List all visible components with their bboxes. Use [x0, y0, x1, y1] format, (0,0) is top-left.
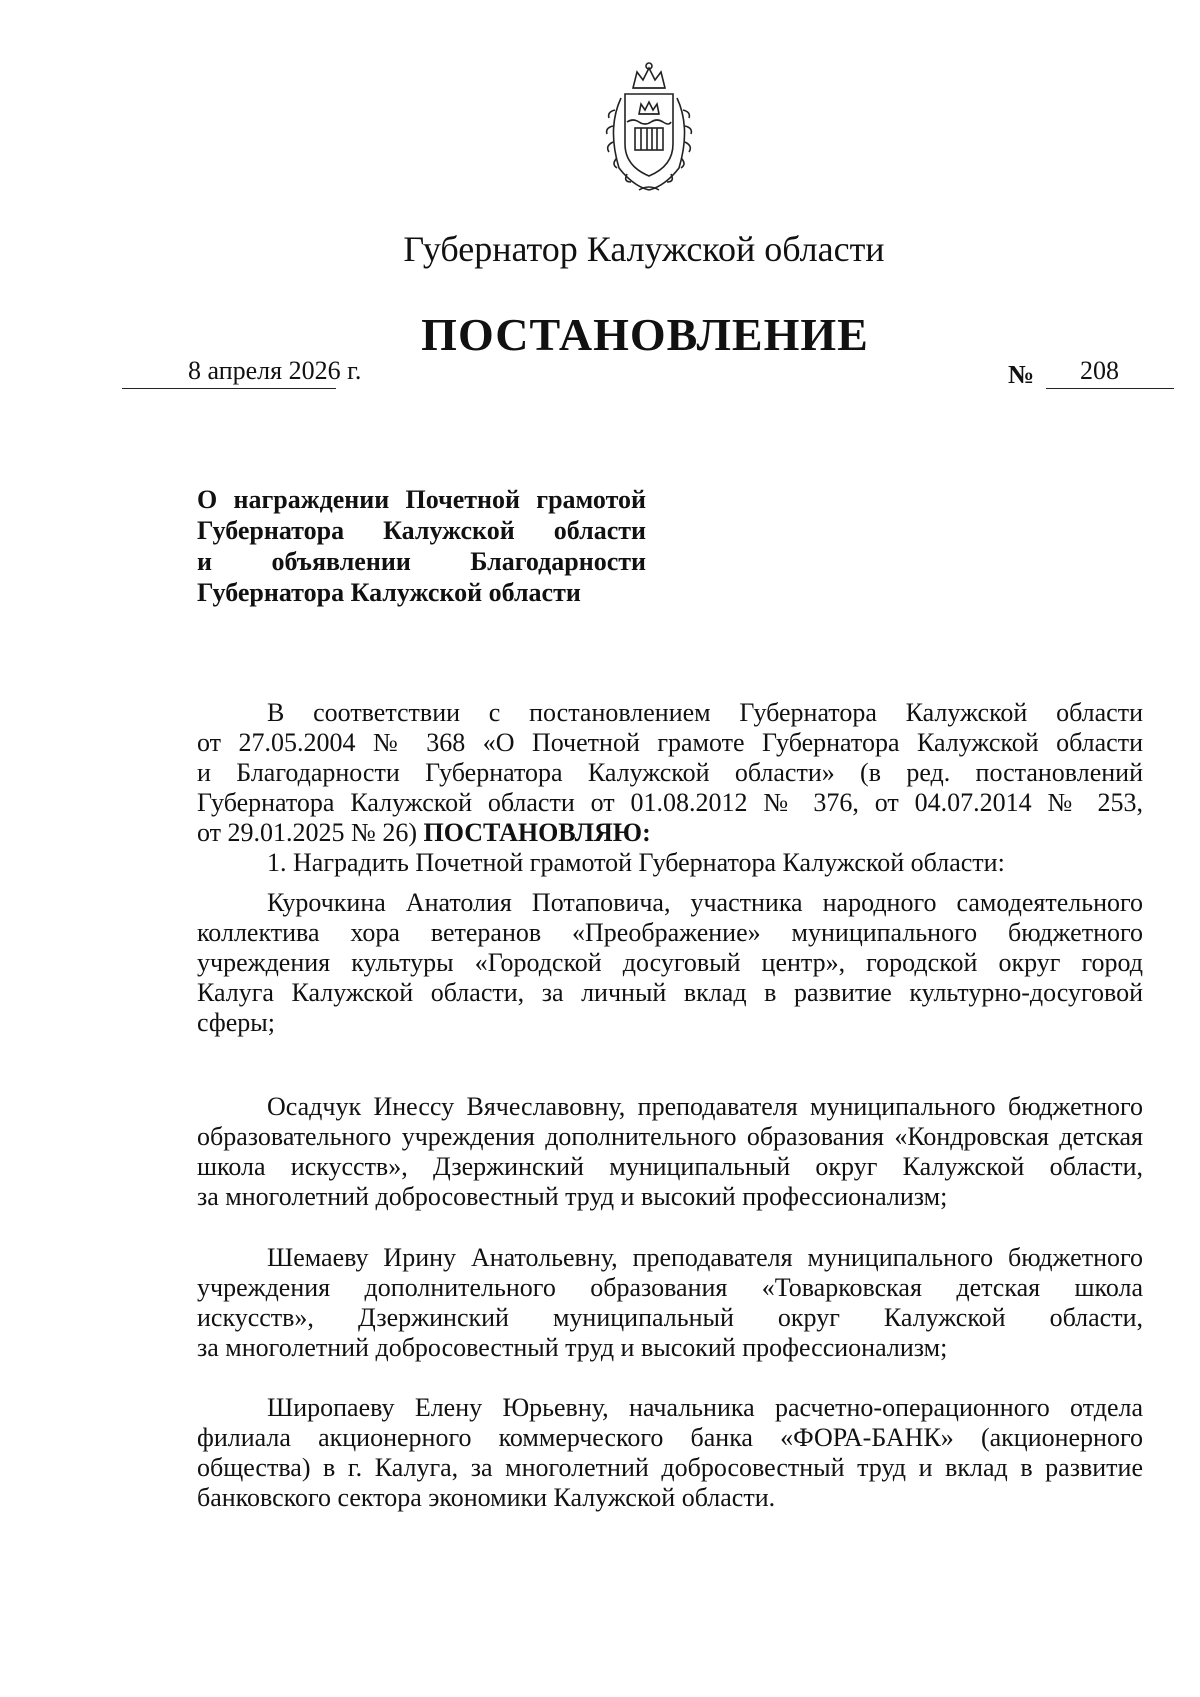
text-line: учреждения культуры «Городской досуговый центр», городской округ город: [197, 948, 1143, 977]
subject-line: Губернатора Калужской области: [197, 516, 646, 545]
preamble-last-line: от 29.01.2025 № 26): [197, 818, 417, 847]
awardee-paragraph: [197, 888, 1143, 1038]
text-line: филиала акционерного коммерческого банка «ФОРА-БАНК» (акционерного: [197, 1423, 1143, 1452]
coat-of-arms-icon: [589, 58, 709, 198]
subject-line: Губернатора Калужской области: [197, 578, 581, 607]
text-line: и Благодарности Губернатора Калужской области» (в ред. постановлений: [197, 758, 1143, 787]
text-line: Шемаеву Ирину Анатольевну, преподавателя муниципального бюджетного: [267, 1243, 1143, 1272]
text-line: Осадчук Инессу Вячеславовну, преподавателя муниципального бюджетного: [267, 1092, 1143, 1121]
text-line: общества) в г. Калуга, за многолетний добросовестный труд и вклад в развитие: [197, 1453, 1143, 1482]
text-line: Широпаеву Елену Юрьевну, начальника расчетно-операционного отдела: [267, 1393, 1143, 1422]
text-line: В соответствии с постановлением Губернатора Калужской области: [267, 698, 1143, 727]
text-line: банковского сектора экономики Калужской области.: [197, 1483, 776, 1512]
text-line: от 27.05.2004 № 368 «О Почетной грамоте Губернатора Калужской области: [197, 728, 1143, 757]
text-line: учреждения дополнительного образования «Товарковская детская школа: [197, 1273, 1143, 1302]
text-line: Курочкина Анатолия Потаповича, участника народного самодеятельного: [267, 888, 1143, 917]
awardee-paragraph: [197, 1393, 1143, 1513]
text-line: коллектива хора ветеранов «Преображение» муниципального бюджетного: [197, 918, 1143, 947]
document-type-title: ПОСТАНОВЛЕНИЕ: [421, 309, 869, 360]
text-line: школа искусств», Дзержинский муниципальный округ Калужской области,: [197, 1152, 1143, 1181]
date-underline: [122, 388, 336, 389]
text-line: сферы;: [197, 1008, 275, 1037]
number-label: №: [1008, 360, 1035, 389]
subject-line: О награждении Почетной грамотой: [197, 485, 646, 514]
text-line: искусств», Дзержинский муниципальный округ Калужской области,: [197, 1303, 1143, 1332]
text-line: за многолетний добросовестный труд и высокий профессионализм;: [197, 1333, 948, 1362]
subject-line: и объявлении Благодарности: [197, 547, 646, 576]
text-line: Губернатора Калужской области от 01.08.2012 № 376, от 04.07.2014 № 253,: [197, 788, 1143, 817]
issuing-authority: Губернатор Калужской области: [403, 229, 885, 269]
document-date: 8 апреля 2026 г.: [188, 356, 362, 385]
text-line: образовательного учреждения дополнительного образования «Кондровская детская: [197, 1122, 1143, 1151]
text-line: [197, 818, 1143, 848]
number-underline: [1046, 388, 1174, 389]
text-line: за многолетний добросовестный труд и высокий профессионализм;: [197, 1182, 948, 1211]
document-number: 208: [1080, 356, 1119, 385]
subject-heading: [197, 484, 646, 608]
text-line: Калуга Калужской области, за личный вклад в развитие культурно-досуговой: [197, 978, 1143, 1007]
item-1-heading: 1. Наградить Почетной грамотой Губернатора Калужской области:: [267, 848, 1005, 877]
decree-word: ПОСТАНОВЛЯЮ:: [423, 818, 651, 847]
preamble-paragraph: [197, 698, 1143, 878]
awardee-paragraph: [197, 1092, 1143, 1212]
awardee-paragraph: [197, 1243, 1143, 1363]
